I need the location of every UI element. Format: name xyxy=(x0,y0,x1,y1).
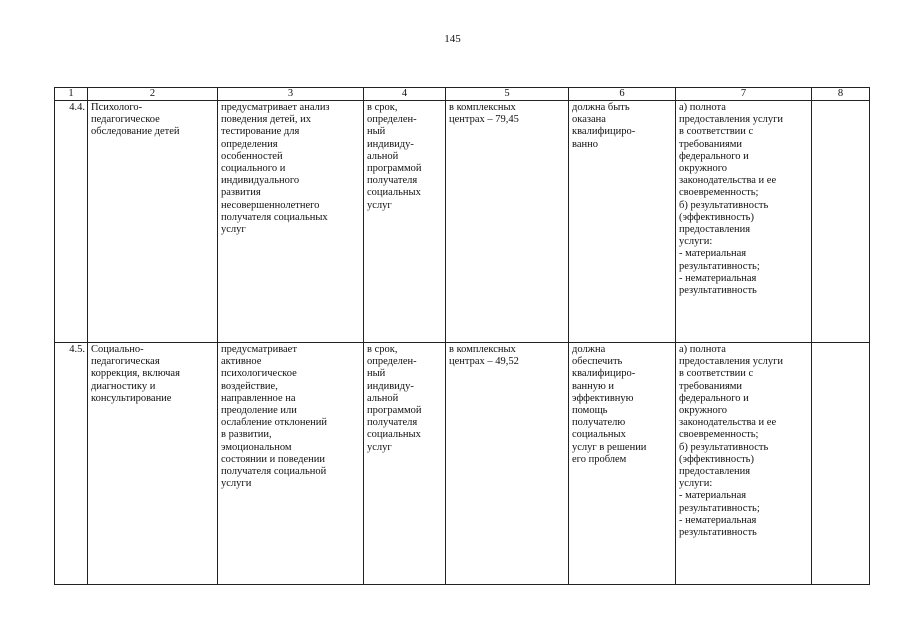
table-row xyxy=(55,101,870,343)
page-number: 145 xyxy=(444,33,461,45)
column-header: 7 xyxy=(676,88,812,101)
row-number: 4.5. xyxy=(55,343,88,585)
column-header: 3 xyxy=(218,88,364,101)
service-term: в срок, определен- ный индивиду- альной программой получателя социальных услуг xyxy=(364,343,446,585)
column-header: 5 xyxy=(446,88,569,101)
row-number: 4.4. xyxy=(55,101,88,343)
service-term: в срок, определен- ный индивиду- альной программой получателя социальных услуг xyxy=(364,101,446,343)
service-name: Психолого- педагогическое обследование детей xyxy=(88,101,218,343)
column-header: 2 xyxy=(88,88,218,101)
column-header: 4 xyxy=(364,88,446,101)
service-description: предусматривает анализ поведения детей, их тестирование для определения особенностей социального и индивидуального развития несовершеннолетнего получателя социальных услуг xyxy=(218,101,364,343)
service-name: Социально- педагогическая коррекция, включая диагностику и консультирование xyxy=(88,343,218,585)
column-header: 8 xyxy=(812,88,870,101)
service-conditions: должна быть оказана квалифициро- ванно xyxy=(569,101,676,343)
column-8-cell xyxy=(812,343,870,585)
service-conditions: должна обеспечить квалифициро- ванную и эффективную помощь получателю социальных услуг в решении его проблем xyxy=(569,343,676,585)
service-description: предусматривает активное психологическое воздействие, направленное на преодоление или ослабление отклонений в развитии, эмоциональном состоянии и поведении получателя социальной услуги xyxy=(218,343,364,585)
column-8-cell xyxy=(812,101,870,343)
column-header: 6 xyxy=(569,88,676,101)
table-row xyxy=(55,343,870,585)
service-rate: в комплексных центрах – 49,52 xyxy=(446,343,569,585)
quality-indicators: а) полнота предоставления услуги в соответствии с требованиями федерального и окружного законодательства и ее своевременность; б) результативность (эффективность) предоставления услуги: - материальная результативность; - нематериальная результативность xyxy=(676,101,812,343)
quality-indicators: а) полнота предоставления услуги в соответствии с требованиями федерального и окружного законодательства и ее своевременность; б) результативность (эффективность) предоставления услуги: - материальная результативность; - нематериальная результативность xyxy=(676,343,812,585)
service-rate: в комплексных центрах – 79,45 xyxy=(446,101,569,343)
column-header: 1 xyxy=(55,88,88,101)
services-table xyxy=(54,87,870,585)
column-numbers-row xyxy=(55,88,870,101)
